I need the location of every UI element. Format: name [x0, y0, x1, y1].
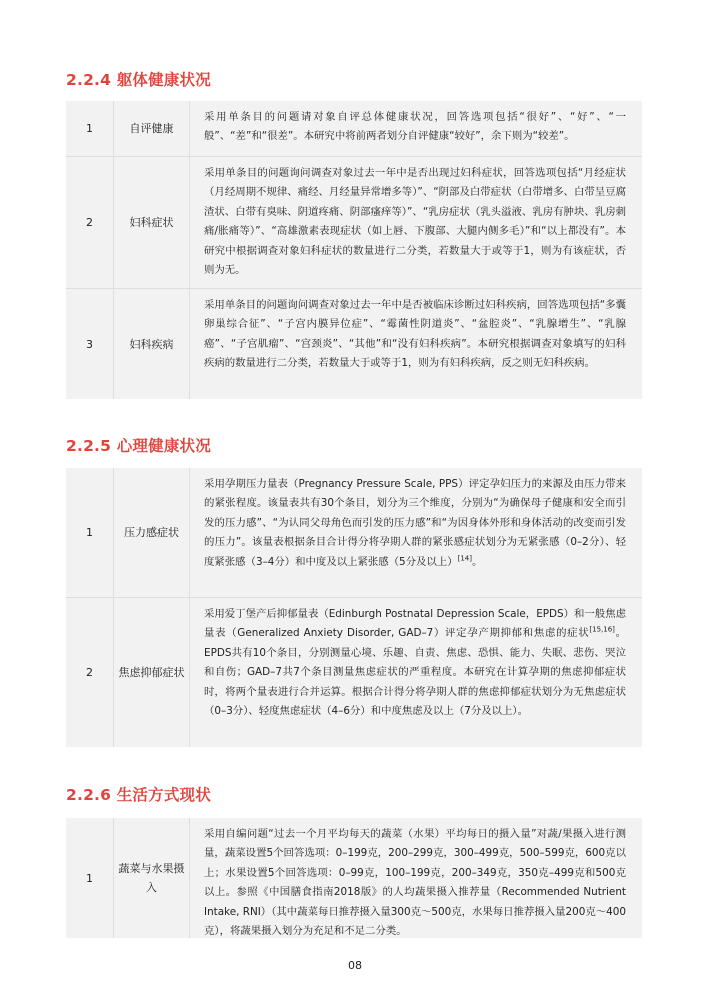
section-title-lifestyle: 2.2.6 生活方式现状 — [66, 786, 211, 804]
description-tail: 。 — [472, 555, 483, 568]
table-row — [66, 101, 642, 157]
indicator-description: 采用单条目的问题请对象自评总体健康状况，回答选项包括“很好”、“好”、“一般”、“差”和“很差”。本研究中将前两者划分自评健康“较好”，余下则为“较差”。 — [204, 111, 626, 143]
indicator-name: 自评健康 — [114, 101, 190, 156]
indicator-name: 压力感症状 — [114, 468, 190, 597]
row-number: 1 — [66, 101, 114, 156]
indicator-name: 焦虑抑郁症状 — [114, 598, 190, 747]
indicator-name: 妇科症状 — [114, 157, 190, 288]
table-row — [66, 157, 642, 289]
row-number: 2 — [66, 157, 114, 288]
indicator-name: 蔬菜与水果摄入 — [114, 818, 190, 938]
citation-reference: [15,16] — [589, 625, 615, 634]
description-text-continued: 。EPDS共有10个条目，分别测量心境、乐趣、自责、焦虑、恐惧、能力、失眠、悲伤、哭泣和自伤；GAD–7共7个条目测量焦虑症状的严重程度。本研究在计算孕期的焦虑抑郁症状时，将两个量表进行合并运算。根据合计得分将孕期人群的焦虑抑郁症状划分为无焦虑症状（0–3分）、轻度焦虑症状（4–6分）和中度焦虑及以上（7分及以上）。 — [204, 627, 627, 718]
indicator-description — [190, 598, 642, 747]
indicator-description — [190, 468, 642, 597]
description-text: 采用爱丁堡产后抑郁量表（Edinburgh Postnatal Depression Scale，EPDS）和一般焦虑量表（Generalized Anxiety Disorder, GAD–7）评定孕产期抑郁和焦虑的症状 — [204, 608, 626, 640]
table-row — [66, 289, 642, 399]
row-number: 1 — [66, 818, 114, 938]
description-text: 采用孕期压力量表（Pregnancy Pressure Scale, PPS）评定孕妇压力的来源及由压力带来的紧张程度。该量表共有30个条目，划分为三个维度，分别为“为确保母子健康和安全而引发的压力感”、“为认同父母角色而引发的压力感”和“为因身体外形和身体活动的改变而引发的压力”。该量表根据条目合计得分将孕期人群的紧张感症状划分为无紧张感（0–2分）、轻度紧张感（3–4分）和中度及以上紧张感（5分及以上） — [204, 478, 626, 568]
row-number: 3 — [66, 289, 114, 399]
indicator-description: 采用单条目的问题询问调查对象过去一年中是否被临床诊断过妇科疾病，回答选项包括“多囊卵巢综合征”、“子宫内膜异位症”、“霉菌性阴道炎”、“盆腔炎”、“乳腺增生”、“乳腺癌”、“子宫肌瘤”、“宫颈炎”、“其他”和“没有妇科疾病”。本研究根据调查对象填写的妇科疾病的数量进行二分类，若数量大于或等于1，则为有妇科疾病，反之则无妇科疾病。 — [204, 299, 626, 370]
section-title-mental-health: 2.2.5 心理健康状况 — [66, 437, 211, 455]
table-row — [66, 818, 642, 938]
lifestyle-table — [66, 818, 642, 938]
mental-health-table — [66, 468, 642, 747]
row-number: 2 — [66, 598, 114, 747]
citation-reference: [14] — [457, 554, 472, 563]
indicator-description: 采用单条目的问题询问调查对象过去一年中是否出现过妇科症状，回答选项包括“月经症状（月经周期不规律、痛经、月经量异常增多等）”、“阴部及白带症状（白带增多、白带呈豆腐渣状、白带有臭味、阴道疼痛、阴部瘙痒等）”、“乳房症状（乳头溢液、乳房有肿块、乳房刺痛/胀痛等）”、“高雄激素表现症状（如上唇、下腹部、大腿内侧多毛）”和“以上都没有”。本研究中根据调查对象妇科症状的数量进行二分类，若数量大于或等于1，则为有该症状，否则为无。 — [204, 167, 626, 277]
section-title-physical-health: 2.2.4 躯体健康状况 — [66, 71, 211, 89]
physical-health-table — [66, 101, 642, 399]
table-row — [66, 468, 642, 598]
row-number: 1 — [66, 468, 114, 597]
indicator-name: 妇科疾病 — [114, 289, 190, 399]
table-row — [66, 598, 642, 747]
indicator-description: 采用自编问题“过去一个月平均每天的蔬菜（水果）平均每日的摄入量”对蔬/果摄入进行测量，蔬菜设置5个回答选项：0–199克，200–299克，300–499克，500–599克，600克以上；水果设置5个回答选项：0–99克，100–199克，200–349克，350克–499克和500克以上。参照《中国膳食指南2018版》的人均蔬果摄入推荐量（Recommended Nutrient Intake, RNI）（其中蔬菜每日推荐摄入量300克～500克，水果每日推荐摄入量200克～400克），将蔬果摄入划分为充足和不足二分类。 — [204, 828, 626, 938]
page-number: 08 — [348, 959, 362, 972]
